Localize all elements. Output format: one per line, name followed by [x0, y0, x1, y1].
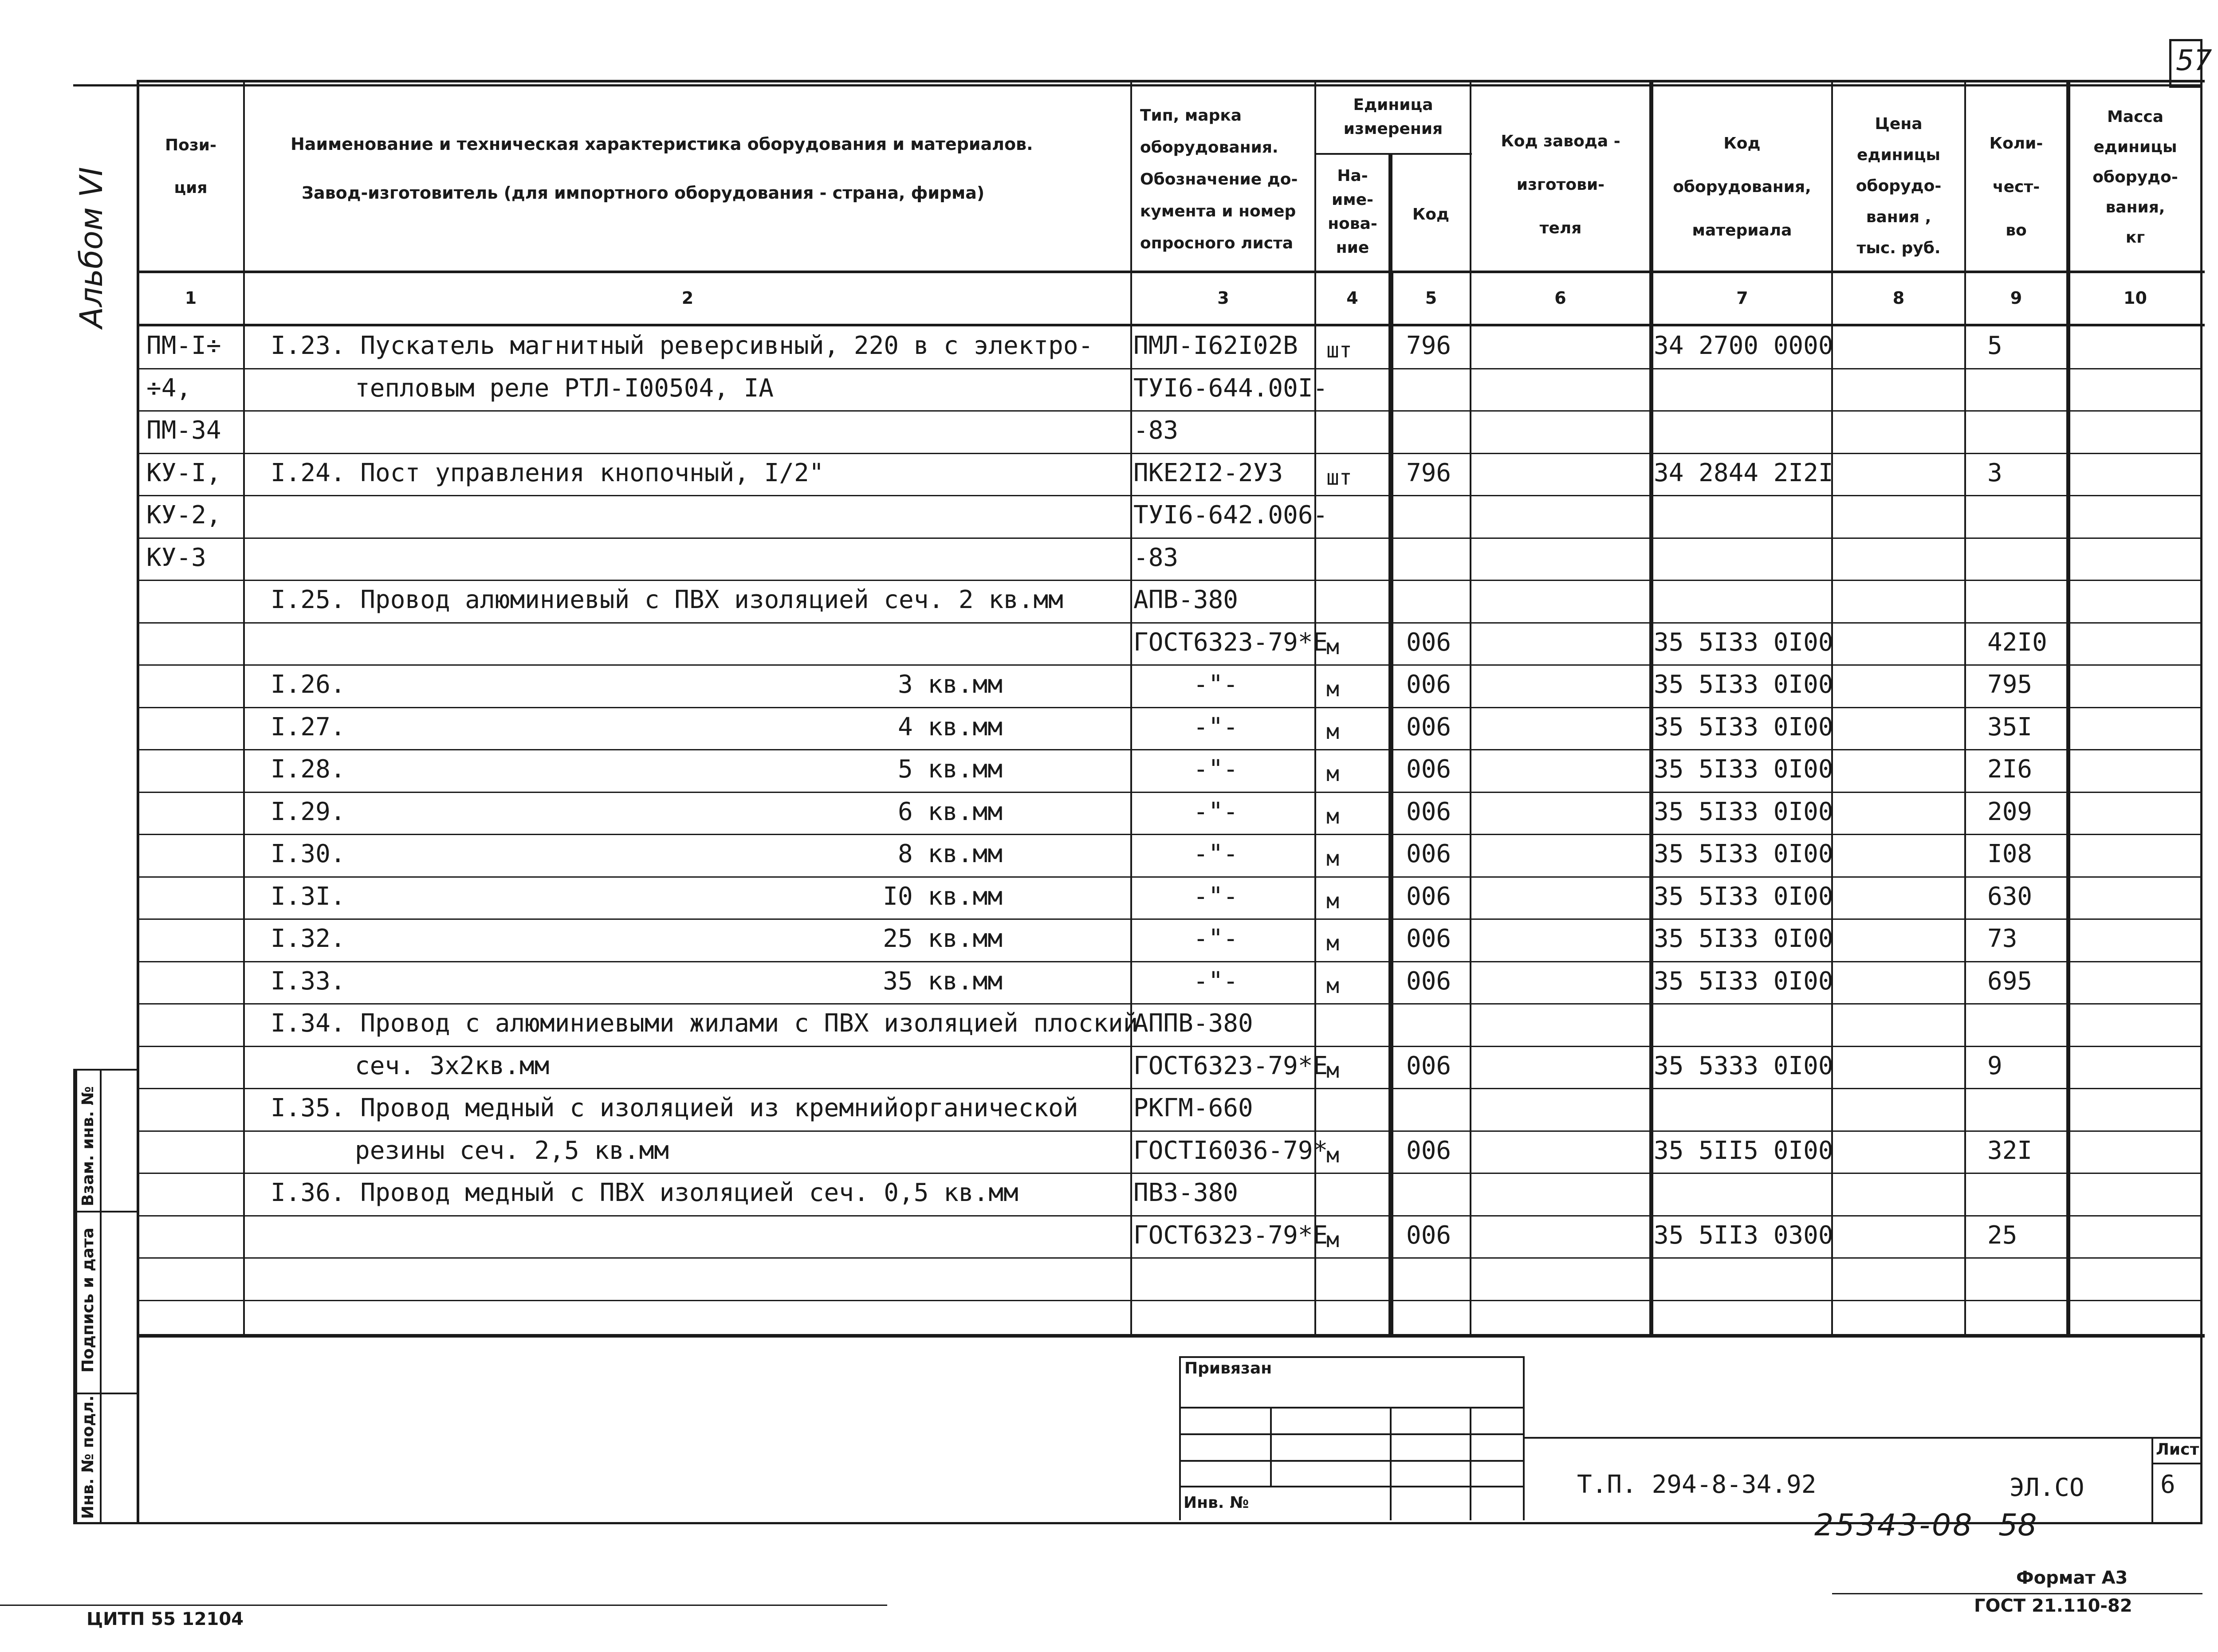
col-line-10 [2200, 80, 2202, 1338]
row-divider [138, 664, 2202, 666]
header-name-line1: Наименование и техническая характеристика оборудования и материалов. [291, 134, 1033, 154]
row-name: резины сеч. 2,5 кв.мм [355, 1136, 669, 1165]
row-name: I.32. [271, 924, 346, 953]
row-name: I.29. [271, 797, 346, 826]
table-top-border [138, 80, 2205, 82]
header-mass: Масса единицы оборудо- вания, кг [2092, 108, 2178, 247]
side-stamp-left [75, 1069, 77, 1523]
col-number-1: 1 [185, 288, 197, 308]
row-qty: 695 [1987, 966, 2033, 996]
row-mat: 35 5I33 0I00 [1654, 840, 1833, 868]
stamp-col-a [1270, 1407, 1272, 1487]
handwritten-page: 58 [1998, 1508, 2037, 1543]
sheet-number: 6 [2160, 1470, 2175, 1499]
row-unit: м [1326, 846, 1339, 871]
row-type: -"- [1193, 966, 1239, 996]
row-code: 006 [1406, 670, 1451, 699]
row-mat: 35 5333 0I00 [1654, 1051, 1833, 1080]
col-number-4: 4 [1346, 288, 1358, 308]
col-line-2 [1130, 80, 1132, 1338]
row-name: I.28. [271, 755, 346, 784]
stamp-line-a [1180, 1407, 1524, 1409]
row-type: -"- [1193, 755, 1239, 784]
sheet-label: Лист [2156, 1440, 2199, 1459]
stamp-top-line [1180, 1356, 1524, 1358]
row-code: 006 [1406, 712, 1451, 742]
row-unit: м [1326, 888, 1339, 914]
side-stamp-div2 [75, 1393, 138, 1394]
row-name: I.36. Провод медный с ПВХ изоляцией сеч. 0,5 кв.мм [271, 1178, 1019, 1207]
album-label: Альбом VI [73, 167, 110, 328]
row-mat: 35 5II3 0300 [1654, 1220, 1833, 1250]
row-divider [138, 792, 2202, 793]
row-divider [138, 1003, 2202, 1005]
header-position: Пози- ция [165, 136, 216, 197]
table-bottom-border [138, 1334, 2205, 1338]
header-type: Тип, марка оборудования. Обозначение до- кумента и номер опросного листа [1140, 106, 1298, 252]
stamp-line-b [1180, 1433, 1524, 1435]
side-stamp-vzam: Взам. инв. № [79, 1086, 97, 1206]
row-unit: шт [1326, 338, 1352, 363]
col-number-6: 6 [1554, 288, 1566, 308]
row-divider [138, 580, 2202, 581]
row-qty: 42I0 [1987, 628, 2047, 657]
row-type: АППВ-380 [1133, 1009, 1253, 1038]
colnum-bottom-border [138, 324, 2205, 326]
row-name: I.23. Пускатель магнитный реверсивный, 220 в с электро- [271, 331, 1093, 360]
row-type: РКГМ-660 [1133, 1094, 1253, 1122]
col-line-9 [2066, 80, 2070, 1338]
sheet-box-divider [2151, 1463, 2202, 1464]
col-number-2: 2 [681, 288, 694, 308]
row-qty: 630 [1987, 882, 2033, 911]
row-type: -"- [1193, 670, 1239, 699]
col-line-0 [137, 80, 139, 1523]
row-type: -83 [1133, 416, 1179, 445]
row-name: I.35. Провод медный с изоляцией из кремнийорганической [271, 1094, 1078, 1122]
row-qty: 9 [1987, 1051, 2002, 1080]
row-pos: ПМ-I÷ [146, 331, 221, 360]
row-mat: 35 5I33 0I00 [1654, 924, 1833, 953]
row-divider [138, 918, 2202, 920]
row-divider [138, 1046, 2202, 1047]
row-mat: 34 2700 0000 [1654, 331, 1833, 360]
header-material-code: Код оборудования, материала [1673, 134, 1811, 239]
document-code: Т.П. 294-8-34.92 [1577, 1470, 1817, 1499]
row-unit: м [1326, 634, 1339, 659]
row-qty: I08 [1987, 840, 2033, 868]
row-type: ГОСТI6036-79* [1133, 1136, 1328, 1165]
row-divider [138, 1215, 2202, 1216]
row-name: тепловым реле РТЛ-I00504, IА [355, 373, 774, 403]
row-type: ГОСТ6323-79*Е [1133, 1051, 1328, 1080]
row-divider [138, 368, 2202, 369]
row-divider [138, 1130, 2202, 1132]
row-pos: КУ-I, [146, 458, 221, 487]
row-mat: 35 5I33 0I00 [1654, 882, 1833, 911]
row-divider [138, 1173, 2202, 1174]
stamp-left-line [1179, 1356, 1181, 1520]
row-pos: КУ-3 [146, 543, 206, 572]
row-code: 006 [1406, 840, 1451, 868]
row-mat: 35 5I33 0I00 [1654, 966, 1833, 996]
row-code: 006 [1406, 924, 1451, 953]
col-line-6 [1649, 80, 1653, 1338]
stamp-col-b [1390, 1407, 1392, 1520]
row-unit: м [1326, 1142, 1339, 1168]
col-number-5: 5 [1425, 288, 1437, 308]
row-divider [138, 495, 2202, 496]
row-divider [138, 1300, 2202, 1301]
side-stamp-podpis: Подпись и дата [79, 1228, 97, 1373]
row-type: АПВ-380 [1133, 585, 1239, 614]
row-mat: 35 5I33 0I00 [1654, 628, 1833, 657]
row-type: ГОСТ6323-79*Е [1133, 628, 1328, 657]
row-qty: 3 [1987, 458, 2002, 487]
footer-left-rule [0, 1605, 887, 1606]
row-pos: ПМ-34 [146, 416, 221, 445]
row-name: сеч. 3х2кв.мм [355, 1051, 550, 1080]
row-name: I.34. Провод с алюминиевыми жилами с ПВХ изоляцией плоский [271, 1009, 1138, 1038]
row-unit: м [1326, 677, 1339, 702]
row-qty: 795 [1987, 670, 2033, 699]
row-qty: 32I [1987, 1136, 2033, 1165]
row-mat: 35 5I33 0I00 [1654, 755, 1833, 784]
row-pos: ÷4, [146, 373, 192, 403]
header-bottom-border [138, 271, 2205, 273]
row-unit: м [1326, 973, 1339, 998]
header-unit-group: Единица измерения [1343, 96, 1443, 138]
row-divider [138, 834, 2202, 835]
row-type: -"- [1193, 882, 1239, 911]
header-quantity: Коли- чест- во [1989, 134, 2043, 239]
header-unit-code: Код [1412, 205, 1450, 224]
row-spec: 3 кв.мм [897, 670, 1003, 699]
row-code: 006 [1406, 755, 1451, 784]
row-type: ТУI6-642.006- [1133, 501, 1328, 530]
col-number-7: 7 [1736, 288, 1748, 308]
row-divider [138, 622, 2202, 624]
row-mat: 35 5I33 0I00 [1654, 670, 1833, 699]
col-line-1 [243, 80, 245, 1338]
stamp-line-d [1180, 1486, 1524, 1487]
row-pos: КУ-2, [146, 501, 221, 530]
row-type: -"- [1193, 712, 1239, 742]
row-mat: 35 5I33 0I00 [1654, 712, 1833, 742]
stamp-col-c [1470, 1407, 1471, 1520]
format-label: Формат А3 [2016, 1568, 2128, 1588]
row-type: -83 [1133, 543, 1179, 572]
row-divider [138, 961, 2202, 962]
sheet-box-left [2151, 1437, 2153, 1523]
stamp-line-c [1180, 1460, 1524, 1462]
col-line-5 [1470, 80, 1471, 1338]
row-name: I.24. Пост управления кнопочный, I/2" [271, 458, 824, 487]
row-name: I.27. [271, 712, 346, 742]
row-qty: 2I6 [1987, 755, 2033, 784]
row-code: 006 [1406, 1220, 1451, 1250]
row-code: 796 [1406, 331, 1451, 360]
row-divider [138, 538, 2202, 539]
col-number-8: 8 [1892, 288, 1905, 308]
header-factory-code: Код завода - изготови- теля [1501, 132, 1620, 237]
row-type: ПКЕ2I2-2У3 [1133, 458, 1283, 487]
stamp-inv-no: Инв. № [1184, 1494, 1249, 1512]
row-type: ГОСТ6323-79*Е [1133, 1220, 1328, 1250]
row-qty: 73 [1987, 924, 2017, 953]
row-unit: м [1326, 931, 1339, 956]
row-spec: 35 кв.мм [883, 966, 1003, 996]
handwritten-code: 25343-08 [1814, 1508, 1974, 1543]
row-code: 006 [1406, 628, 1451, 657]
row-spec: 25 кв.мм [883, 924, 1003, 953]
row-spec: 4 кв.мм [897, 712, 1003, 742]
stamp-privyazan: Привязан [1184, 1359, 1272, 1377]
row-divider [138, 453, 2202, 454]
row-spec: 5 кв.мм [897, 755, 1003, 784]
row-unit: м [1326, 804, 1339, 829]
row-type: ПМЛ-I62I02В [1133, 331, 1298, 360]
header-price: Цена единицы оборудо- вания , тыс. руб. [1856, 115, 1942, 257]
footer-rule [1832, 1593, 2202, 1594]
side-stamp-inv-podl: Инв. № подл. [79, 1395, 97, 1519]
row-unit: м [1326, 761, 1339, 786]
row-type: -"- [1193, 924, 1239, 953]
row-code: 006 [1406, 1051, 1451, 1080]
row-qty: 35I [1987, 712, 2033, 742]
unit-group-divider [1314, 153, 1472, 155]
row-divider [138, 749, 2202, 750]
row-qty: 5 [1987, 331, 2002, 360]
col-number-3: 3 [1217, 288, 1229, 308]
row-mat: 34 2844 2I2I [1654, 458, 1833, 487]
title-block-top [1524, 1437, 2202, 1439]
document-mark: ЭЛ.СО [2010, 1473, 2084, 1502]
row-name: I.26. [271, 670, 346, 699]
col-number-10: 10 [2124, 288, 2147, 308]
row-name: I.30. [271, 840, 346, 868]
row-divider [138, 1257, 2202, 1259]
row-unit: шт [1326, 465, 1352, 490]
row-qty: 209 [1987, 797, 2033, 826]
row-type: ПВЗ-380 [1133, 1178, 1239, 1207]
side-stamp-top [75, 1069, 138, 1071]
gost-label: ГОСТ 21.110-82 [1974, 1596, 2132, 1616]
row-divider [138, 876, 2202, 878]
row-type: ТУI6-644.00I- [1133, 373, 1328, 403]
header-unit-name: На- име- нова- ние [1328, 167, 1377, 257]
outer-frame-top [73, 84, 2202, 86]
row-type: -"- [1193, 797, 1239, 826]
row-spec: 8 кв.мм [897, 840, 1003, 868]
row-unit: м [1326, 719, 1339, 744]
side-stamp-div1 [75, 1211, 138, 1213]
row-spec: 6 кв.мм [897, 797, 1003, 826]
corner-sheet-number: 57 [2176, 44, 2212, 77]
footer-left-code: ЦИТП 55 12104 [87, 1609, 244, 1629]
col-line-8 [1964, 80, 1966, 1338]
row-divider [138, 707, 2202, 708]
row-name: I.25. Провод алюминиевый с ПВХ изоляцией сеч. 2 кв.мм [271, 585, 1063, 614]
row-code: 796 [1406, 458, 1451, 487]
row-name: I.3I. [271, 882, 346, 911]
row-divider [138, 410, 2202, 412]
header-name-line2: Завод-изготовитель (для импортного оборудования - страна, фирма) [302, 183, 985, 203]
unit-col-left-bold [1390, 271, 1393, 1338]
row-code: 006 [1406, 797, 1451, 826]
row-mat: 35 5II5 0I00 [1654, 1136, 1833, 1165]
row-divider [138, 1088, 2202, 1089]
row-code: 006 [1406, 966, 1451, 996]
side-stamp-mid [100, 1069, 102, 1523]
col-number-9: 9 [2010, 288, 2022, 308]
row-qty: 25 [1987, 1220, 2017, 1250]
row-name: I.33. [271, 966, 346, 996]
row-unit: м [1326, 1058, 1339, 1083]
row-mat: 35 5I33 0I00 [1654, 797, 1833, 826]
row-type: -"- [1193, 840, 1239, 868]
row-unit: м [1326, 1227, 1339, 1252]
row-code: 006 [1406, 882, 1451, 911]
row-spec: I0 кв.мм [883, 882, 1003, 911]
row-code: 006 [1406, 1136, 1451, 1165]
